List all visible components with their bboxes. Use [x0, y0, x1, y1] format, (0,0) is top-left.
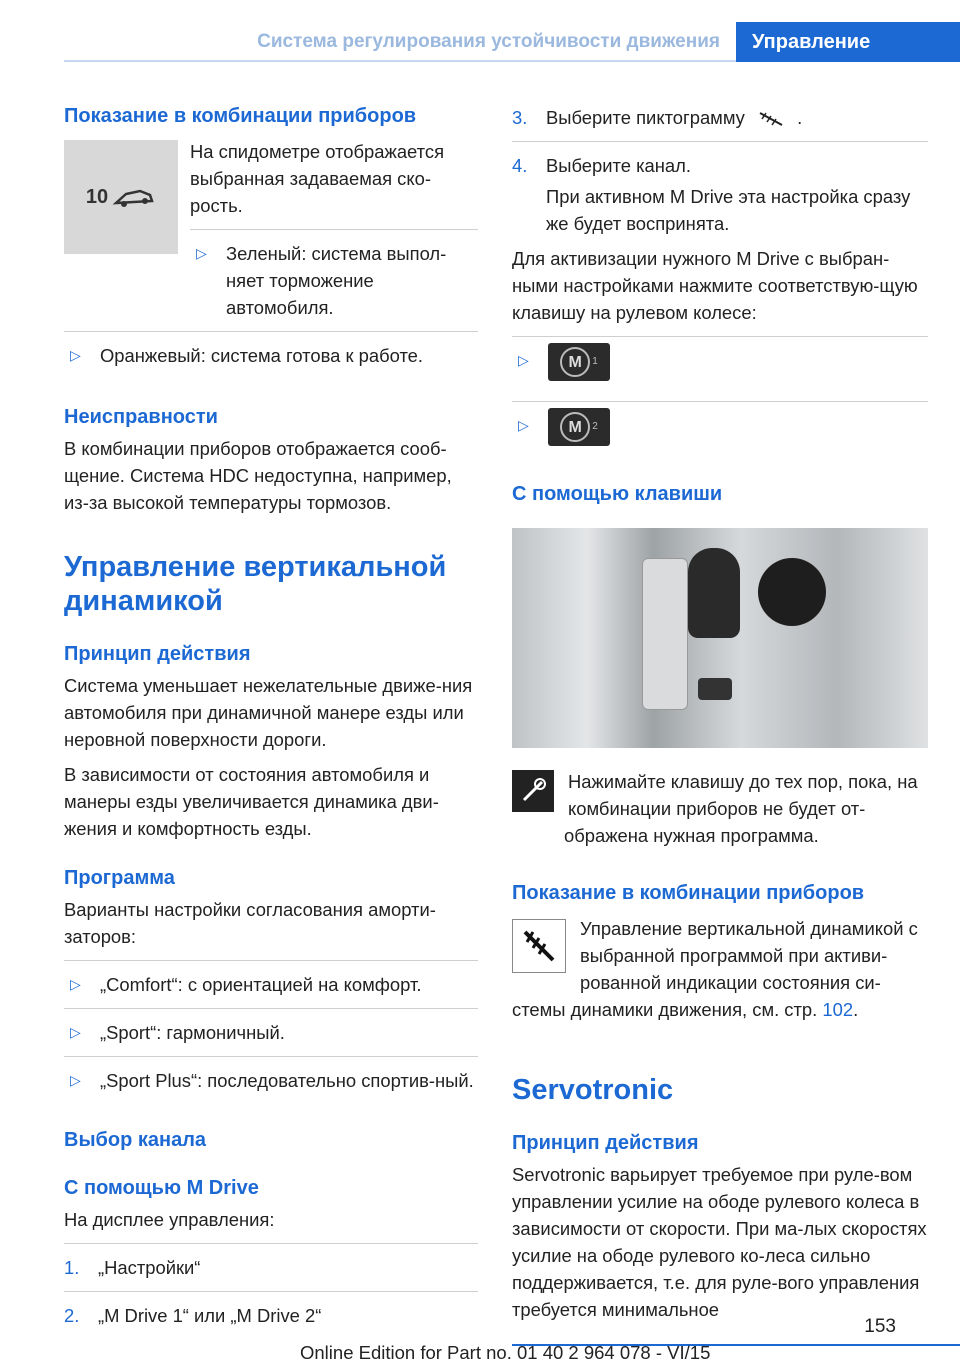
page-number: 153 [864, 1316, 896, 1337]
left-column [64, 98, 478, 1329]
program-comfort: ▷ „Comfort“: с ориентацией на комфорт. [64, 971, 478, 998]
faults-text: В комбинации приборов отображается сооб-щение. Система HDC недоступна, например, из-за высокой температуры тормозов. [64, 438, 452, 513]
triangle-bullet-icon: ▷ [196, 245, 207, 261]
speedometer-indicator-image [64, 140, 178, 254]
triangle-bullet-icon: ▷ [518, 352, 529, 368]
heading-vertical-dynamics: Управление вертикальной динамикой [64, 551, 447, 617]
hint-block [512, 768, 928, 857]
divider [64, 960, 478, 961]
step-1: 1. „Настройки“ [64, 1257, 201, 1278]
mdrive-text: На дисплее управления: [64, 1209, 275, 1230]
section-title: Система регулирования устойчивости движения [257, 31, 720, 52]
hdc-indicator [86, 185, 156, 209]
triangle-bullet-icon: ▷ [70, 1024, 81, 1040]
triangle-bullet-icon: ▷ [70, 976, 81, 992]
divider [64, 1008, 478, 1009]
display-text: На спидометре отображается выбранная задаваемая ско-рость. [190, 141, 445, 216]
divider [512, 141, 928, 142]
step-4-note: При активном M Drive эта настройка сразу же будет воспринята. [546, 186, 911, 234]
principle-text-1: Система уменьшает нежелательные движе-ния автомобиля при динамичной манере езды или неровной поверхности дороги. [64, 675, 473, 750]
button-panel [642, 558, 688, 710]
shock-absorber-icon [756, 109, 786, 129]
servotronic-text: Servotronic варьирует требуемое при руле-вом управлении усилие на ободе рулевого колеса в зависимости от скорости. При ма-лых скоростях усилие на ободе рулевого ко-леса сильно поддерживается, т.е. для руле-вого управления требуется минимальное [512, 1164, 927, 1320]
header-rule [64, 60, 736, 62]
bullet-green: ▷ Зеленый: система выпол-няет торможение автомобиля. [190, 240, 478, 321]
divider [512, 336, 928, 337]
chapter-tab[interactable]: Управление [736, 22, 960, 62]
hdc-speed-number: 10 [85, 185, 109, 208]
parking-button [698, 678, 732, 700]
triangle-bullet-icon: ▷ [70, 1072, 81, 1088]
heading-principle-2: Принцип действия [512, 1132, 699, 1154]
right-column [512, 98, 928, 1331]
page-header [64, 22, 960, 62]
m1-key-icon: M 1 [548, 343, 610, 381]
key-m1-item [512, 347, 928, 391]
divider [64, 1291, 478, 1292]
heading-program: Программа [64, 867, 175, 889]
m2-key-icon: M 2 [548, 408, 610, 446]
car-downhill-icon [112, 185, 156, 209]
divider [512, 401, 928, 402]
heading-button: С помощью клавиши [512, 483, 723, 505]
damper-icon [519, 926, 559, 966]
bullet-orange: ▷ Оранжевый: система готова к работе. [64, 342, 478, 369]
program-sport-plus: ▷ „Sport Plus“: последовательно спортив-ный. [64, 1067, 478, 1094]
heading-display-2: Показание в комбинации приборов [512, 882, 865, 904]
divider [64, 1056, 478, 1057]
controller-knob [758, 558, 826, 626]
page-link[interactable]: 102 [822, 999, 854, 1020]
center-console-photo [512, 528, 928, 748]
display2-block [512, 919, 928, 1031]
step-3: 3. Выберите пиктограмму . [512, 107, 803, 128]
triangle-bullet-icon: ▷ [70, 347, 81, 363]
wrench-icon [518, 776, 548, 806]
divider [64, 331, 478, 332]
heading-faults: Неисправности [64, 406, 218, 428]
hint-text: Нажимайте клавишу до тех пор, пока, на комбинации приборов не будет от-ображена нужная программа. [564, 771, 918, 846]
wrench-hint-icon [512, 770, 554, 812]
heading-display: Показание в комбинации приборов [64, 105, 417, 127]
key-m2-item [512, 412, 928, 456]
divider [190, 229, 478, 230]
heading-principle: Принцип действия [64, 643, 251, 665]
program-sport: ▷ „Sport“: гармоничный. [64, 1019, 478, 1046]
activate-text: Для активизации нужного M Drive с выбран-ными настройками нажмите соответствую-щую клавишу на рулевом колесе: [512, 248, 918, 323]
display2-text: Управление вертикальной динамикой с выбранной программой при активи-рованной индикации состояния си-стемы динамики движения, см. стр. 102. [512, 919, 918, 1020]
step-2: 2. „M Drive 1“ или „M Drive 2“ [64, 1305, 322, 1326]
heading-mdrive: С помощью M Drive [64, 1177, 259, 1199]
program-text: Варианты настройки согласования аморти-заторов: [64, 899, 436, 947]
shock-absorber-large-icon [512, 919, 566, 973]
edition-note: Online Edition for Part no. 01 40 2 964 078 - VI/15 [300, 1342, 711, 1363]
principle-text-2: В зависимости от состояния автомобиля и манеры езды увеличивается динамика дви-жения и комфортность езды. [64, 764, 439, 839]
gear-selector [688, 548, 740, 638]
step-4: 4. Выберите канал. [512, 155, 691, 176]
heading-channel: Выбор канала [64, 1129, 207, 1151]
triangle-bullet-icon: ▷ [518, 417, 529, 433]
divider [64, 1243, 478, 1244]
heading-servotronic: Servotronic [512, 1074, 674, 1106]
